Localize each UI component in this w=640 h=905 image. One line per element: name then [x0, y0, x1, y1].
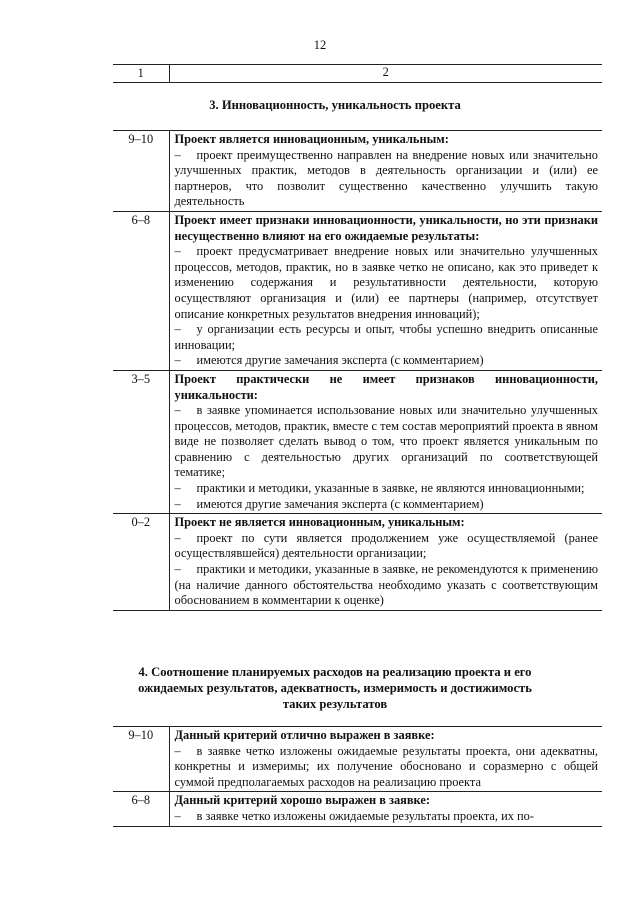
criterion-title: Данный критерий отлично выражен в заявке:	[174, 728, 435, 742]
list-item: – проект преимущественно направлен на внедрение новых или значительно улучшенных практик, методов в деятельность организации и (или) ее партнеров, что позволит существенно качественно улучшить такую деятельность	[174, 147, 598, 209]
score-cell: 3–5	[113, 370, 169, 513]
criterion-title: Проект не является инновационным, уникальным:	[174, 515, 465, 530]
list-item: – практики и методики, указанные в заявке, не рекомендуются к применению (на наличие данного обстоятельства необходимо указать с соответствующим обоснованием в комментарии к оценке)	[174, 562, 598, 608]
table-row	[113, 727, 602, 792]
score-cell: 6–8	[113, 211, 169, 370]
list-item: – имеются другие замечания эксперта (с комментарием)	[174, 353, 484, 368]
criterion-cell	[169, 727, 602, 792]
header-col2: 2	[169, 65, 602, 83]
list-item: – в заявке четко изложены ожидаемые результаты проекта, они адекватны, конкретны и измеримы; их получение обосновано и соразмерно с общей суммой предполагаемых расходов на реализацию проекта	[174, 743, 598, 789]
table-row	[113, 792, 602, 826]
list-item: – практики и методики, указанные в заявке, не являются инновационными;	[174, 481, 585, 496]
section4-title-line2: ожидаемых результатов, адекватность, измеримость и достижимость	[138, 681, 532, 695]
score-cell: 9–10	[113, 727, 169, 792]
criterion-cell	[169, 514, 602, 611]
criterion-cell	[169, 211, 602, 370]
score-cell: 9–10	[113, 131, 169, 212]
table-row	[113, 370, 602, 513]
criterion-cell	[169, 370, 602, 513]
criterion-title: Проект практически не имеет признаков инновационности, уникальности:	[174, 371, 598, 402]
section4-table	[113, 726, 602, 827]
section3-title: 3. Инновационность, уникальность проекта	[209, 98, 461, 112]
list-item: – проект по сути является продолжением уже осуществляемой (ранее осуществлявшейся) деятельности организации;	[174, 530, 598, 561]
list-item: – проект предусматривает внедрение новых или значительно улучшенных процессов, методов, практик, но в заявке четко не описано, как это приведет к изменению содержания и результативности деятельности, которую осуществляют организация и (или) ее партнеры (например, отсутствует описание конкретных результатов внедрения инноваций);	[174, 244, 598, 321]
list-item: – имеются другие замечания эксперта (с комментарием)	[174, 496, 484, 511]
list-item: – в заявке четко изложены ожидаемые результаты проекта, их по-	[174, 808, 534, 823]
criterion-title: Проект является инновационным, уникальным:	[174, 132, 449, 146]
list-item: – у организации есть ресурсы и опыт, чтобы успешно внедрить описанные инновации;	[174, 322, 598, 352]
criterion-cell	[169, 792, 602, 826]
list-item: – в заявке упоминается использование новых или значительно улучшенных процессов, методов, практик, вместе с тем состав мероприятий проекта в явном виде не позволяет сделать вывод о том, что проект является уникальным по сравнению с деятельностью других организаций по соответствующей тематике;	[174, 403, 598, 480]
criterion-title: Проект имеет признаки инновационности, уникальности, но эти признаки несущественно влияют на его ожидаемые результаты:	[174, 212, 598, 243]
score-cell: 0–2	[113, 514, 169, 611]
criterion-title: Данный критерий хорошо выражен в заявке:	[174, 793, 431, 808]
header-col1: 1	[113, 65, 169, 83]
section4-title	[100, 664, 570, 712]
table-header	[113, 64, 602, 83]
section4-title-line3: таких результатов	[282, 697, 388, 711]
table-row	[113, 514, 602, 611]
table-row	[113, 131, 602, 212]
page-number: 12	[313, 38, 327, 52]
criterion-cell	[169, 131, 602, 212]
section3-table	[113, 130, 602, 611]
table-row	[113, 211, 602, 370]
score-cell: 6–8	[113, 792, 169, 826]
section4-title-line1: 4. Соотношение планируемых расходов на реализацию проекта и его	[138, 665, 532, 679]
